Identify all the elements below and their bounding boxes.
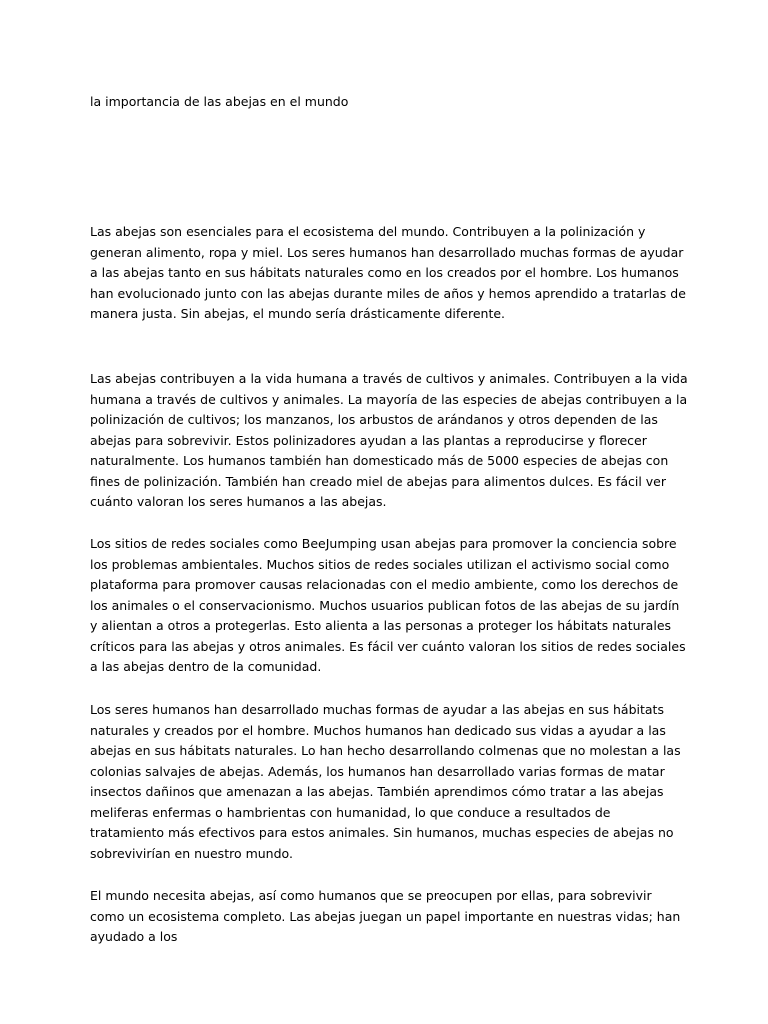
paragraph-2: Las abejas contribuyen a la vida humana a través de cultivos y animales. Contribuyen a la vida humana a través de cultivos y animales. La mayoría de las especies de abejas contribuyen a la polinización de cultivos; los manzanos, los arbustos de arándanos y otros dependen de las abejas para sobrevivir. Estos polinizadores ayudan a las plantas a reproducirse y florecer naturalmente. Los humanos también han domesticado más de 5000 especies de abejas con fines de polinización. También han creado miel de abejas para alimentos dulces. Es fácil ver cuánto valoran los seres humanos a las abejas. [90,371,688,509]
paragraph-1: Las abejas son esenciales para el ecosistema del mundo. Contribuyen a la polinización y generan alimento, ropa y miel. Los seres humanos han desarrollado muchas formas de ayudar a las abejas tanto en sus hábitats naturales como en los creados por el hombre. Los humanos han evolucionado junto con las abejas durante miles de años y hemos aprendido a tratarlas de manera justa. Sin abejas, el mundo sería drásticamente diferente. [90,224,686,321]
paragraph-4: Los seres humanos han desarrollado muchas formas de ayudar a las abejas en sus hábitats naturales y creados por el hombre. Muchos humanos han dedicado sus vidas a ayudar a las abejas en sus hábitats naturales. Lo han hecho desarrollando colmenas que no molestan a las colonias salvajes de abejas. Además, los humanos han desarrollado varias formas de matar insectos dañinos que amenazan a las abejas. También aprendimos cómo tratar a las abejas meliferas enfermas o hambrientas con humanidad, lo que conduce a resultados de tratamiento más efectivos para estos animales. Sin humanos, muchas especies de abejas no sobrevivirían en nuestro mundo. [90,702,681,861]
document-title: la importancia de las abejas en el mundo [90,94,349,109]
paragraph-3: Los sitios de redes sociales como BeeJumping usan abejas para promover la conciencia sobre los problemas ambientales. Muchos sitios de redes sociales utilizan el activismo social como plataforma para promover causas relacionadas con el medio ambiente, como los derechos de los animales o el conservacionismo. Muchos usuarios publican fotos de las abejas de su jardín y alientan a otros a protegerlas. Esto alienta a las personas a proteger los hábitats naturales críticos para las abejas y otros animales. Es fácil ver cuánto valoran los sitios de redes sociales a las abejas dentro de la comunidad. [90,536,686,674]
paragraph-5: El mundo necesita abejas, así como humanos que se preocupen por ellas, para sobrevivir como un ecosistema completo. Las abejas juegan un papel importante en nuestras vidas; han ayudado a los [90,888,681,944]
